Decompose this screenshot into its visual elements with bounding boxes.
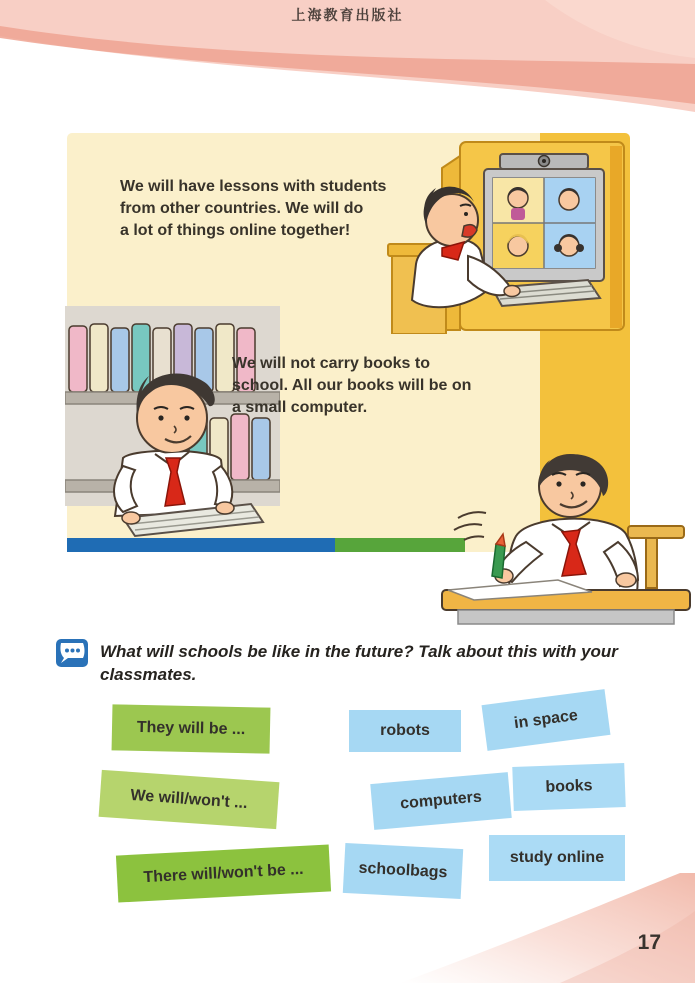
word-card-robots: robots (349, 710, 461, 752)
word-card-there-will-wont-be: There will/won't be ... (116, 844, 331, 902)
speech-text-online-lessons: We will have lessons with students from other countries. We will do a lot of things online together! (120, 178, 387, 239)
writing-boy-illustration (440, 440, 695, 625)
word-card-study-online: study online (489, 835, 625, 881)
library-illustration (65, 306, 280, 552)
page-number: 17 (637, 931, 661, 954)
word-card-in-space: in space (482, 689, 611, 751)
word-card-they-will-be: They will be ... (112, 704, 271, 753)
word-card-we-will-wont: We will/won't ... (99, 770, 280, 829)
word-card-computers: computers (370, 772, 511, 830)
speech-text-no-books: We will not carry books to school. All our books will be on a small computer. (232, 355, 472, 416)
activity-prompt: What will schools be like in the future? Talk about this with your classmates. (100, 642, 618, 684)
publisher-title: 上海教育出版社 (291, 8, 404, 24)
word-card-schoolbags: schoolbags (343, 843, 463, 899)
word-card-books: books (512, 763, 625, 811)
speech-bubble-ellipsis-icon (56, 639, 88, 667)
